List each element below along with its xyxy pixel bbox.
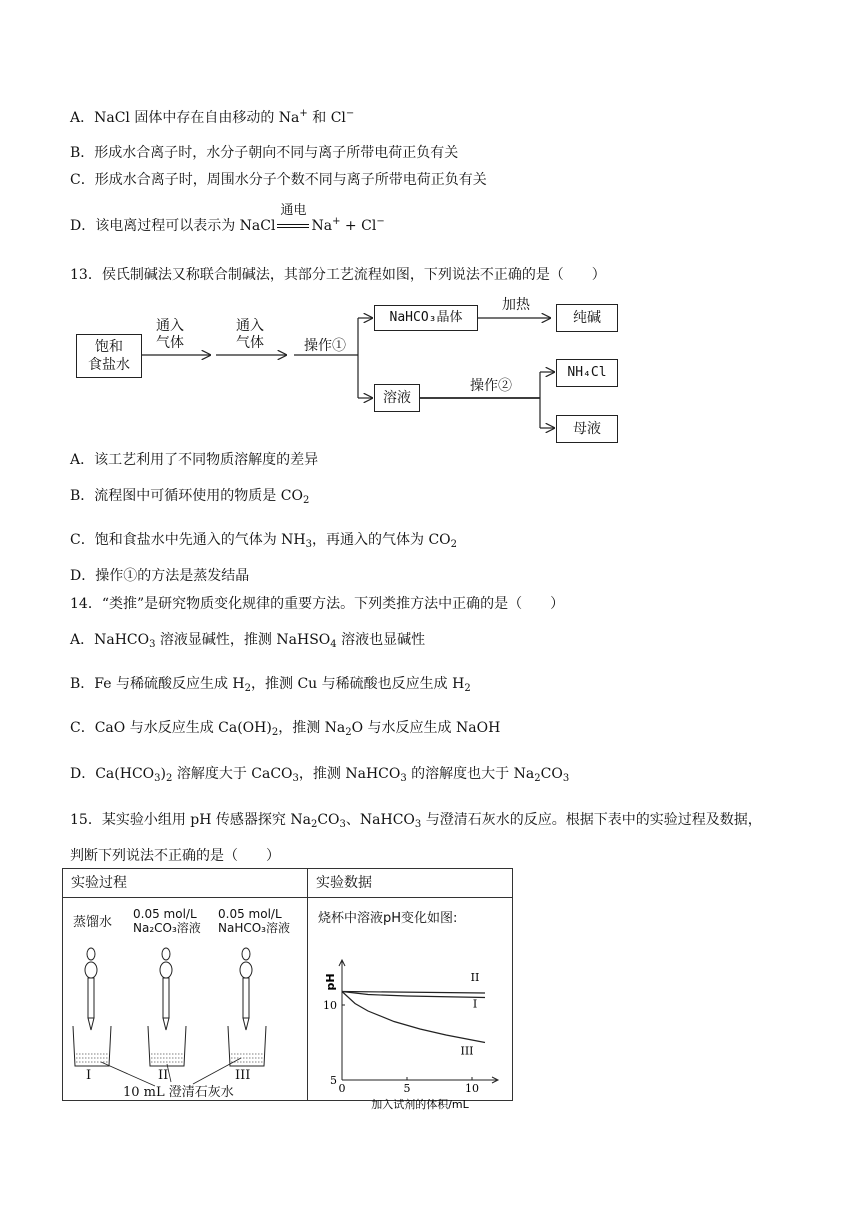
dropper-3 <box>240 948 252 1030</box>
beaker-1-label: I <box>86 1068 92 1083</box>
q12-option-a: A．NaCl 固体中存在自由移动的 Na+ 和 Cl− <box>70 108 355 126</box>
q12-option-c: C．形成水合离子时，周围水分子个数不同与离子所带电荷正负有关 <box>70 172 487 188</box>
q12-option-d: D．该电离过程可以表示为 NaCl 通电 Na+ + Cl− <box>70 203 385 234</box>
data-cell <box>308 898 513 1111</box>
box-solution: 溶液 <box>374 384 420 412</box>
box-nahco3-crystal: NaHCO₃晶体 <box>374 305 478 331</box>
q14-option-d: D．$Ca(HCO_3)_2$ 溶解度大于 CaCO$_3$，推测 NaHCO$_3$ 的溶解度也大于 $Na_2CO_3$ <box>70 766 570 784</box>
q14-stem: 14．“类推”是研究物质变化规律的重要方法。下列类推方法中正确的是（ ） <box>70 596 565 612</box>
q13-stem: 13．侯氏制碱法又称联合制碱法，其部分工艺流程如图，下列说法不正确的是（ ） <box>70 267 606 283</box>
beaker-3 <box>228 1026 266 1066</box>
q13-option-b: B．流程图中可循环使用的物质是 $CO_2$ <box>70 488 310 506</box>
y-tick-label: 5 <box>330 1074 337 1087</box>
box-nh4cl: NH₄Cl <box>556 359 618 387</box>
beaker-2-label: II <box>158 1068 169 1083</box>
process-cell <box>63 898 308 1101</box>
q14-option-b: B．Fe 与稀硫酸反应生成 $H_2$，推测 Cu 与稀硫酸也反应生成 $H_2$ <box>70 676 471 694</box>
y-tick-label: 10 <box>323 999 337 1012</box>
beaker-3-label: III <box>235 1068 251 1083</box>
arrow2-label: 通入 气体 <box>236 318 264 351</box>
limewater-label: 10 mL 澄清石灰水 <box>123 1085 234 1100</box>
series-line-II <box>342 992 485 994</box>
x-tick-label: 10 <box>465 1082 479 1095</box>
q14-option-a: A．NaHCO$_3$ 溶液显碱性，推测 NaHSO$_4$ 溶液也显碱性 <box>70 632 426 650</box>
q15-stem-line1: 15．某实验小组用 pH 传感器探究 $Na_2CO_3$、NaHCO$_3$ 与澄清石灰水的反应。根据下表中的实验过程及数据， <box>70 812 762 830</box>
beaker-2 <box>148 1026 186 1066</box>
col-header-process: 实验过程 <box>63 869 308 898</box>
box-soda-ash: 纯碱 <box>556 304 618 332</box>
x-axis-label: 加入试剂的体积/mL <box>371 1098 469 1111</box>
q14-option-c: C．CaO 与水反应生成 $Ca(OH)_2$，推测 $Na_2O$ 与水反应生成 NaOH <box>70 720 501 738</box>
y-axis-label: pH <box>324 973 337 991</box>
reagent2-name: Na₂CO₃溶液 <box>133 921 201 935</box>
reagent2-conc: 0.05 mol/L <box>133 907 197 921</box>
flow-diagram <box>70 296 650 446</box>
op1-label: 操作① <box>304 338 346 354</box>
arrow1-label: 通入 气体 <box>156 318 184 351</box>
op2-label: 操作② <box>470 378 512 394</box>
beaker-1 <box>73 1026 111 1066</box>
q13-option-a: A．该工艺利用了不同物质溶解度的差异 <box>70 452 319 468</box>
box-saturated-brine: 饱和 食盐水 <box>76 334 142 378</box>
reagent-water: 蒸馏水 <box>73 915 113 930</box>
dropper-2 <box>160 948 172 1030</box>
x-tick-label: 0 <box>338 1082 346 1095</box>
condition-label: 通电 <box>280 203 307 218</box>
box-mother-liquor: 母液 <box>556 415 618 443</box>
series-line-III <box>342 992 485 1043</box>
experiment-table <box>62 868 513 1111</box>
series-label-I: I <box>472 997 478 1011</box>
col-header-data: 实验数据 <box>308 869 513 898</box>
q13-option-d: D．操作①的方法是蒸发结晶 <box>70 568 250 584</box>
x-tick-label: 5 <box>403 1082 411 1095</box>
heat-label: 加热 <box>502 297 530 313</box>
dropper-1 <box>85 948 97 1030</box>
apparatus-drawing <box>63 898 307 1100</box>
reagent3-name: NaHCO₃溶液 <box>218 921 290 935</box>
series-label-III: III <box>460 1044 474 1058</box>
q12-option-b: B．形成水合离子时，水分子朝向不同与离子所带电荷正负有关 <box>70 145 459 161</box>
q13-option-c: C．饱和食盐水中先通入的气体为 $NH_3$，再通入的气体为 $CO_2$ <box>70 532 458 550</box>
reagent3-conc: 0.05 mol/L <box>218 907 282 921</box>
series-label-II: II <box>470 971 480 984</box>
chart-title: 烧杯中溶液pH变化如图: <box>318 911 458 926</box>
ph-chart <box>308 898 512 1111</box>
q15-stem-line2: 判断下列说法不正确的是（ ） <box>70 848 280 864</box>
